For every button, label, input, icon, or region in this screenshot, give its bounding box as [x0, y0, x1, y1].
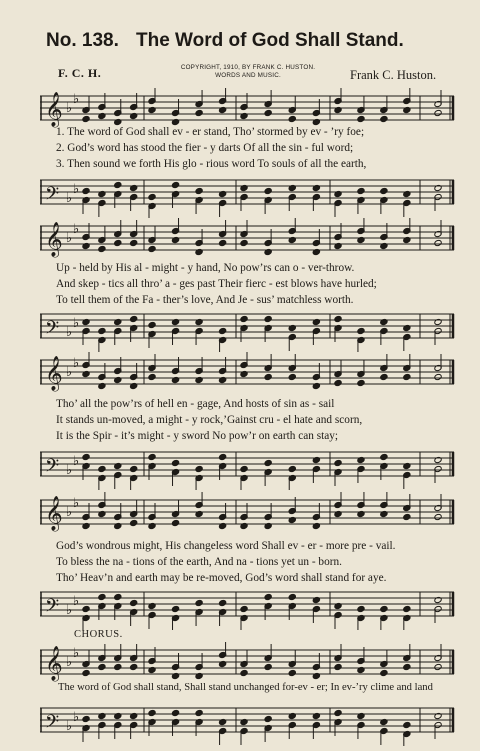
lyric-line: 2. God’s word has stood the fier - y darts Of all the sin - ful word; — [56, 142, 354, 154]
flat-icon: ♭ — [73, 182, 80, 197]
note-head — [148, 453, 156, 460]
note-head — [98, 593, 106, 600]
note-head — [434, 109, 442, 116]
note-head — [148, 709, 156, 716]
note-head — [130, 465, 138, 472]
flat-icon: ♭ — [66, 655, 73, 670]
note-head — [288, 465, 296, 472]
system-1-lyrics — [56, 126, 456, 174]
note-head — [130, 599, 138, 606]
note-head — [357, 327, 365, 334]
bass-clef-icon: 𝄢 — [45, 318, 60, 343]
copyright-line-1: COPYRIGHT, 1910, BY FRANK C. HUSTON. — [180, 64, 316, 71]
note-head — [130, 239, 138, 246]
system-4-treble-staff — [40, 492, 456, 538]
note-head — [195, 599, 203, 606]
system-2-lyrics — [56, 262, 456, 310]
note-head — [357, 605, 365, 612]
note-head — [288, 373, 296, 380]
flat-icon: ♭ — [66, 603, 73, 618]
note-head — [434, 373, 442, 380]
flat-icon: ♭ — [66, 505, 73, 520]
note-head — [82, 453, 90, 460]
note-head — [380, 187, 388, 194]
note-head — [334, 315, 342, 322]
copyright-line-2: WORDS AND MUSIC. — [215, 72, 281, 79]
bass-clef-icon: 𝄢 — [45, 184, 60, 209]
note-head — [240, 239, 248, 246]
note-head — [403, 373, 411, 380]
lyric-line: Tho’ Heav’n and earth may be re-moved, God’s word shall stand for aye. — [56, 572, 387, 584]
lyric-line: 3. Then sound we forth His glo - rious word To souls of all the earth, — [56, 158, 367, 170]
note-head — [219, 239, 227, 246]
flat-icon: ♭ — [73, 316, 80, 331]
flat-icon: ♭ — [66, 101, 73, 116]
note-head — [240, 669, 248, 676]
flat-icon: ♭ — [66, 191, 73, 206]
note-head — [98, 245, 106, 252]
flat-icon: ♭ — [66, 231, 73, 246]
note-head — [98, 663, 106, 670]
note-head — [148, 321, 156, 328]
note-head — [264, 459, 272, 466]
note-head — [219, 599, 227, 606]
note-head — [334, 709, 342, 716]
lyric-line: To bless the na - tions of the earth, And na - tions yet un - born. — [56, 556, 342, 568]
note-head — [380, 453, 388, 460]
bass-clef-icon: 𝄢 — [45, 456, 60, 481]
flat-icon: ♭ — [66, 365, 73, 380]
system-3-treble-staff — [40, 352, 456, 398]
title-row — [46, 30, 466, 52]
note-head — [403, 663, 411, 670]
note-head — [195, 187, 203, 194]
flat-icon: ♭ — [73, 710, 80, 725]
note-head — [114, 181, 122, 188]
treble-clef-icon: 𝄞 — [45, 646, 63, 681]
system-4-lyrics — [56, 540, 456, 588]
lyric-line: And skep - tics all thro’ a - ges past Their fierc - est blows have hurled; — [56, 278, 377, 290]
treble-clef-icon: 𝄞 — [45, 356, 63, 391]
hymn-number: No. 138. — [46, 30, 119, 51]
chorus-label: CHORUS. — [74, 629, 123, 640]
lyric-line: It stands un-moved, a might - y rock,’Gainst cru - el hate and scorn, — [56, 414, 363, 426]
system-2-treble-staff — [40, 218, 456, 264]
flat-icon: ♭ — [73, 222, 80, 237]
note-head — [264, 373, 272, 380]
note-head — [403, 513, 411, 520]
note-head — [171, 709, 179, 716]
note-head — [148, 373, 156, 380]
note-head — [98, 327, 106, 334]
flat-icon: ♭ — [73, 646, 80, 661]
note-head — [171, 605, 179, 612]
note-head — [434, 239, 442, 246]
note-head — [114, 239, 122, 246]
note-head — [148, 193, 156, 200]
note-head — [240, 315, 248, 322]
lyric-line: 1. The word of God shall ev - er stand, Tho’ stormed by ev - ’ry foe; — [56, 126, 365, 138]
treble-clef-icon: 𝄞 — [45, 496, 63, 531]
note-head — [82, 669, 90, 676]
bass-clef-icon: 𝄢 — [45, 712, 60, 737]
flat-icon: ♭ — [73, 356, 80, 371]
note-head — [98, 465, 106, 472]
flat-icon: ♭ — [73, 92, 80, 107]
note-head — [264, 663, 272, 670]
note-head — [357, 187, 365, 194]
note-head — [130, 663, 138, 670]
treble-clef-icon: 𝄞 — [45, 222, 63, 257]
note-head — [82, 605, 90, 612]
treble-clef-icon: 𝄞 — [45, 92, 63, 127]
lyric-line: God’s wondrous might, His changeless word Shall ev - er - more pre - vail. — [56, 540, 396, 552]
flat-icon: ♭ — [66, 719, 73, 734]
note-head — [334, 459, 342, 466]
note-head — [403, 721, 411, 728]
note-head — [264, 315, 272, 322]
note-head — [82, 187, 90, 194]
system-4-bass-staff — [40, 584, 456, 630]
system-1-bass-staff — [40, 172, 456, 218]
note-head — [264, 593, 272, 600]
note-head — [130, 315, 138, 322]
note-head — [264, 715, 272, 722]
note-head — [380, 115, 388, 122]
note-head — [334, 663, 342, 670]
system-5-bass-staff — [40, 700, 456, 746]
note-head — [380, 373, 388, 380]
flat-icon: ♭ — [66, 463, 73, 478]
note-head — [219, 453, 227, 460]
note-head — [171, 181, 179, 188]
note-head — [171, 519, 179, 526]
flat-icon: ♭ — [66, 325, 73, 340]
note-head — [434, 663, 442, 670]
flat-icon: ♭ — [73, 496, 80, 511]
note-head — [114, 663, 122, 670]
note-head — [148, 245, 156, 252]
lyric-line: It is the Spir - it’s might - y sword No pow’r on earth can stay; — [56, 430, 339, 442]
hymn-title: The Word of God Shall Stand. — [136, 30, 404, 51]
lyric-line: To tell them of the Fa - ther’s love, And Je - sus’ matchless worth. — [56, 294, 354, 306]
lyric-line: Up - held by His al - might - y hand, No pow’rs can o - ver-throw. — [56, 262, 355, 274]
note-head — [380, 669, 388, 676]
lyricist-initials: F. C. H. — [58, 66, 102, 80]
note-head — [240, 465, 248, 472]
note-head — [195, 709, 203, 716]
system-2-bass-staff — [40, 306, 456, 352]
note-head — [130, 519, 138, 526]
bass-clef-icon: 𝄢 — [45, 596, 60, 621]
note-head — [380, 605, 388, 612]
note-head — [357, 115, 365, 122]
note-head — [334, 379, 342, 386]
system-3-bass-staff — [40, 444, 456, 490]
composer: Frank C. Huston. — [350, 68, 437, 82]
note-head — [82, 715, 90, 722]
note-head — [195, 109, 203, 116]
note-head — [195, 465, 203, 472]
lyric-line: Tho’ all the pow’rs of hell en - gage, And hosts of sin as - sail — [56, 398, 335, 410]
note-head — [403, 605, 411, 612]
note-head — [114, 593, 122, 600]
note-head — [82, 115, 90, 122]
note-head — [288, 669, 296, 676]
note-head — [288, 115, 296, 122]
note-head — [288, 593, 296, 600]
copyright-notice — [168, 64, 328, 80]
flat-icon: ♭ — [73, 594, 80, 609]
note-head — [434, 513, 442, 520]
flat-icon: ♭ — [73, 454, 80, 469]
note-head — [219, 327, 227, 334]
note-head — [264, 187, 272, 194]
system-3-lyrics — [56, 398, 456, 446]
note-head — [171, 459, 179, 466]
note-head — [357, 379, 365, 386]
note-head — [240, 605, 248, 612]
note-head — [264, 109, 272, 116]
lyric-line: The word of God shall stand, Shall stand unchanged for-ev - er; In ev-’ry clime and land — [58, 682, 433, 693]
